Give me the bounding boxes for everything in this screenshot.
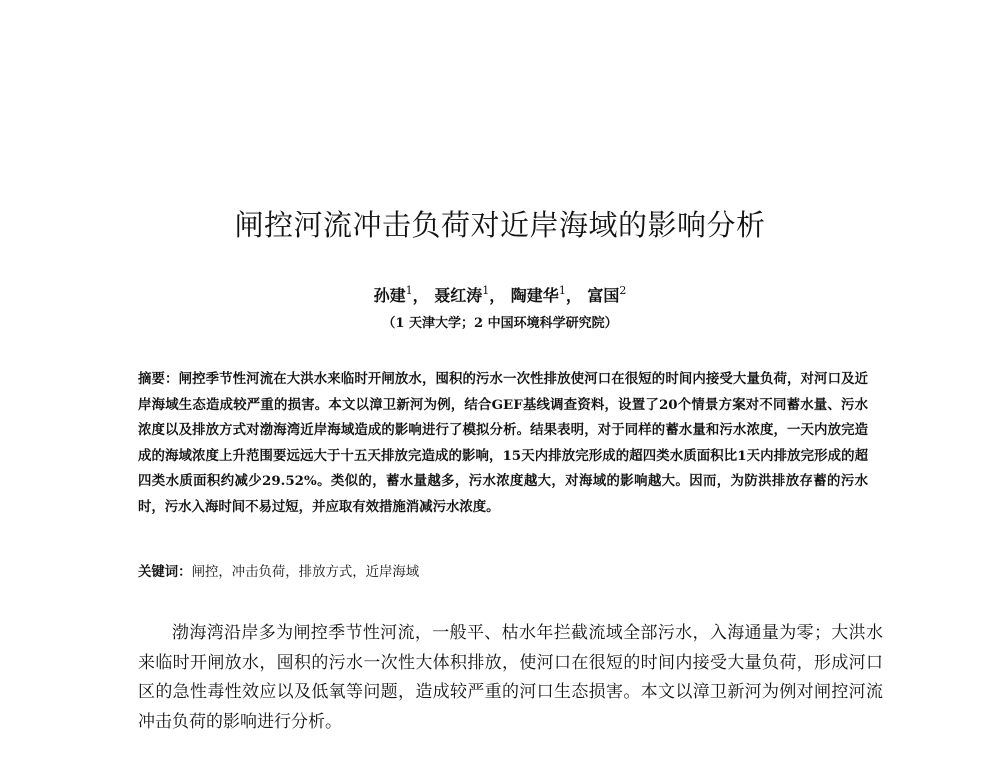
author-name: 孙建 bbox=[373, 286, 406, 305]
author-name: 富国 bbox=[587, 286, 620, 305]
abstract bbox=[138, 367, 868, 521]
abstract-text: 闸控季节性河流在大洪水来临时开闸放水，囤积的污水一次性排放使河口在很短的时间内接受大量负荷，对河口及近岸海域生态造成较严重的损害。本文以漳卫新河为例，结合GEF基线调查资料，设置了20个情景方案对不同蓄水量、污水浓度以及排放方式对渤海湾近岸海域造成的影响进行了模拟分析。结果表明，对于同样的蓄水量和污水浓度，一天内放完造成的海域浓度上升范围要远远大于十五天排放完造成的影响，15天内排放完形成的超四类水质面积比1天内排放完形成的超四类水质面积约减少29.52%。类似的，蓄水量越多，污水浓度越大，对海域的影响越大。因而，为防洪排放存蓄的污水时，污水入海时间不易过短，并应取有效措施消减污水浓度。 bbox=[138, 371, 869, 515]
author-separator: ， bbox=[412, 286, 429, 305]
author-list bbox=[0, 284, 1000, 308]
author-separator: ， bbox=[565, 286, 582, 305]
abstract-label: 摘要： bbox=[138, 371, 179, 387]
paper-title: 闸控河流冲击负荷对近岸海域的影响分析 bbox=[234, 208, 766, 242]
introduction-paragraph: 渤海湾沿岸多为闸控季节性河流，一般平、枯水年拦截流域全部污水，入海通量为零；大洪水来临时开闸放水，囤积的污水一次性大体积排放，使河口在很短的时间内接受大量负荷，形成河口区的急性毒性效应以及低氧等问题，造成较严重的河口生态损害。本文以漳卫新河为例对闸控河流冲击负荷的影响进行分析。 bbox=[138, 623, 883, 732]
keywords-label: 关键词： bbox=[138, 564, 192, 580]
author-affiliation-mark: 1 bbox=[405, 284, 413, 297]
author-name: 陶建华 bbox=[510, 286, 559, 305]
author-affiliation-mark: 1 bbox=[482, 284, 490, 297]
author-affiliation-mark: 2 bbox=[619, 284, 627, 297]
author-affiliation-mark: 1 bbox=[558, 284, 566, 297]
keywords bbox=[138, 560, 868, 586]
affiliations: （1 天津大学；2 中国环境科学研究院） bbox=[382, 316, 618, 331]
author-separator: ， bbox=[489, 286, 506, 305]
author-name: 聂红涛 bbox=[434, 286, 483, 305]
keywords-text: 闸控，冲击负荷，排放方式，近岸海域 bbox=[191, 565, 420, 580]
